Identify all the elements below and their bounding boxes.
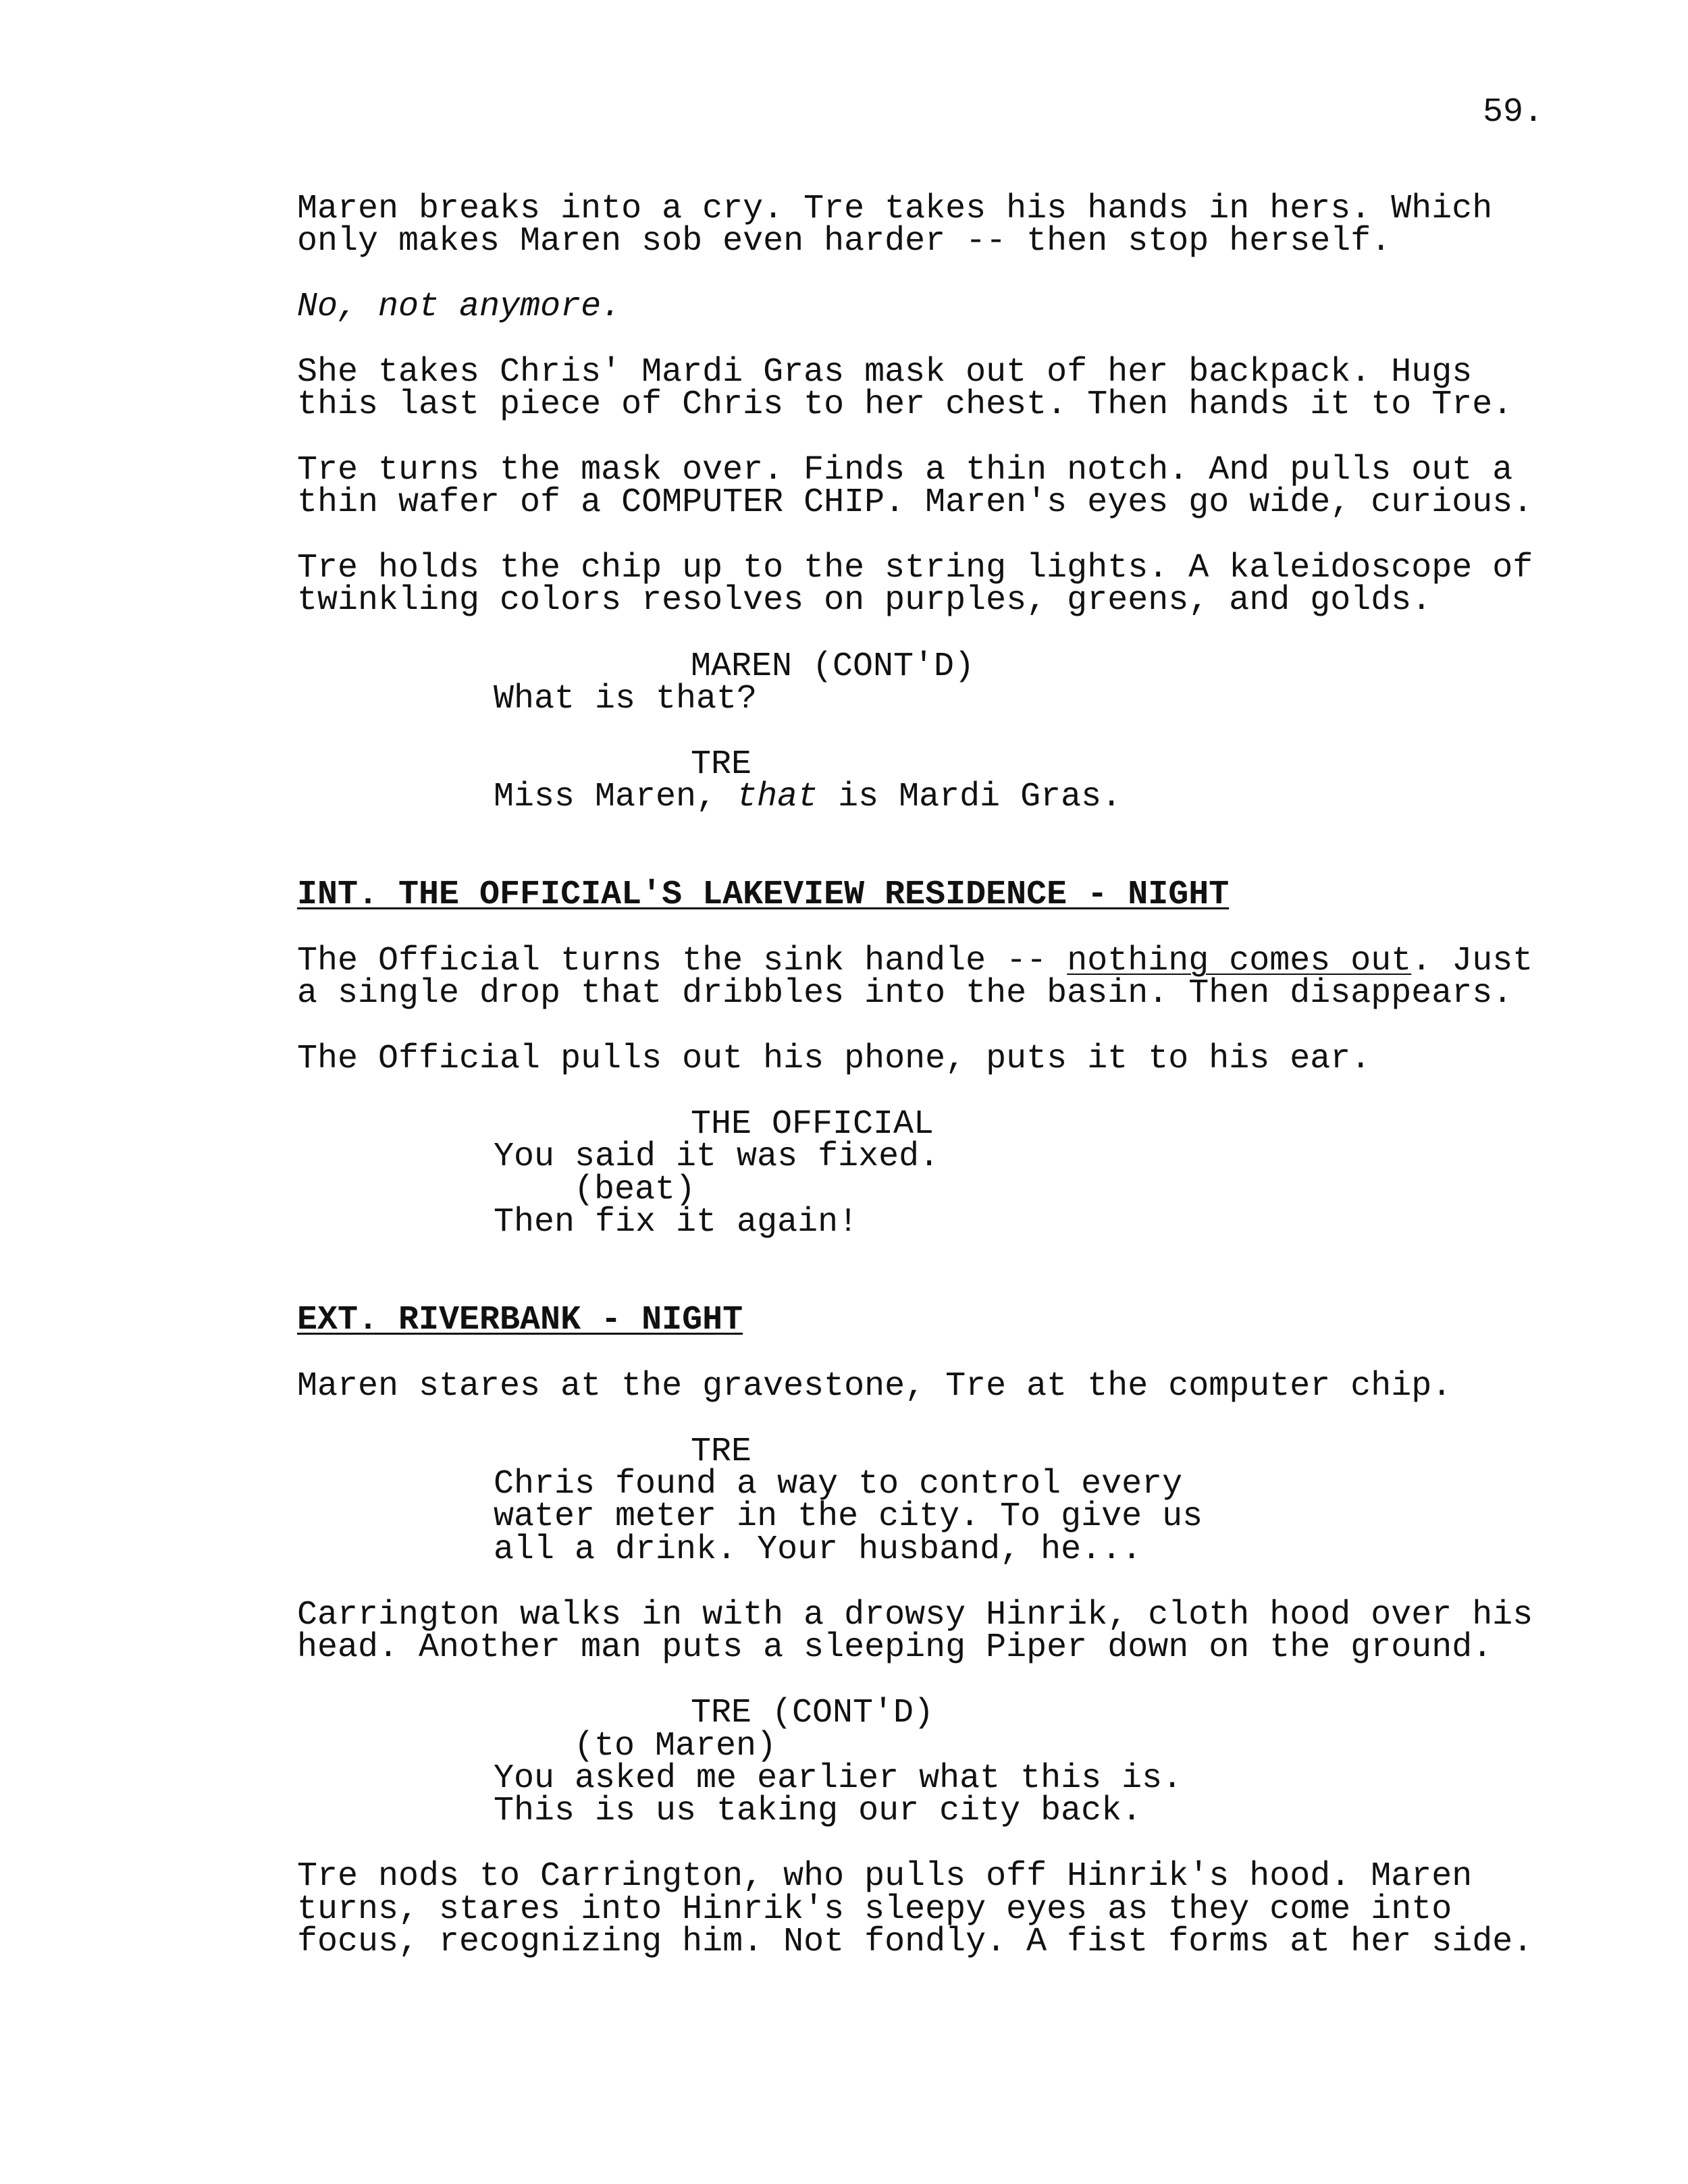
dialogue-line: You said it was fixed. — [494, 1138, 940, 1176]
character-cue: TRE (CONT'D) — [691, 1694, 934, 1732]
action-line: Maren breaks into a cry. Tre takes his hands in hers. Which — [297, 190, 1493, 228]
dialogue-line: This is us taking our city back. — [494, 1792, 1142, 1830]
action-line: The Official pulls out his phone, puts it to his ear. — [297, 1040, 1371, 1078]
dialogue-emphasis: that — [737, 778, 818, 816]
dialogue-line: water meter in the city. To give us — [494, 1497, 1203, 1536]
parenthetical: (beat) — [574, 1171, 696, 1209]
dialogue-text: is Mardi Gras. — [818, 778, 1122, 816]
action-line: thin wafer of a COMPUTER CHIP. Maren's eyes go wide, curious. — [297, 483, 1533, 522]
character-cue: TRE — [691, 1433, 752, 1471]
action-line: Maren stares at the gravestone, Tre at the computer chip. — [297, 1367, 1452, 1406]
dialogue-text: Miss Maren, — [494, 778, 737, 816]
action-line: a single drop that dribbles into the basin. Then disappears. — [297, 974, 1513, 1013]
character-cue: TRE — [691, 745, 752, 784]
dialogue-line — [494, 778, 1122, 816]
page-number: 59. — [1483, 93, 1544, 132]
action-line: only makes Maren sob even harder -- then stop herself. — [297, 222, 1392, 261]
character-cue: THE OFFICIAL — [691, 1105, 934, 1144]
action-line: Tre nods to Carrington, who pulls off Hinrik's hood. Maren — [297, 1857, 1473, 1896]
action-line: Tre turns the mask over. Finds a thin notch. And pulls out a — [297, 451, 1513, 489]
character-cue: MAREN (CONT'D) — [691, 647, 975, 686]
action-line — [297, 942, 1533, 980]
action-line: head. Another man puts a sleeping Piper down on the ground. — [297, 1628, 1493, 1667]
action-text: The Official turns the sink handle -- — [297, 942, 1067, 980]
action-line: this last piece of Chris to her chest. Then hands it to Tre. — [297, 385, 1513, 424]
action-line: turns, stares into Hinrik's sleepy eyes as they come into — [297, 1890, 1452, 1929]
action-line-italic: No, not anymore. — [297, 288, 622, 326]
action-line: Tre holds the chip up to the string lights. A kaleidoscope of — [297, 549, 1533, 587]
dialogue-line: Chris found a way to control every — [494, 1465, 1183, 1503]
dialogue-line: You asked me earlier what this is. — [494, 1759, 1183, 1798]
action-text: . Just — [1411, 942, 1533, 980]
scene-heading: INT. THE OFFICIAL'S LAKEVIEW RESIDENCE - NIGHT — [297, 876, 1230, 914]
action-line: twinkling colors resolves on purples, greens, and golds. — [297, 581, 1432, 620]
dialogue-line: What is that? — [494, 680, 758, 718]
scene-heading: EXT. RIVERBANK - NIGHT — [297, 1301, 743, 1339]
action-emphasis: nothing comes out — [1067, 942, 1412, 980]
action-line: focus, recognizing him. Not fondly. A fist forms at her side. — [297, 1923, 1533, 1961]
dialogue-line: Then fix it again! — [494, 1203, 859, 1242]
action-line: Carrington walks in with a drowsy Hinrik, cloth hood over his — [297, 1596, 1533, 1634]
parenthetical: (to Maren) — [574, 1727, 777, 1765]
action-line: She takes Chris' Mardi Gras mask out of her backpack. Hugs — [297, 353, 1473, 392]
dialogue-line: all a drink. Your husband, he... — [494, 1530, 1142, 1569]
